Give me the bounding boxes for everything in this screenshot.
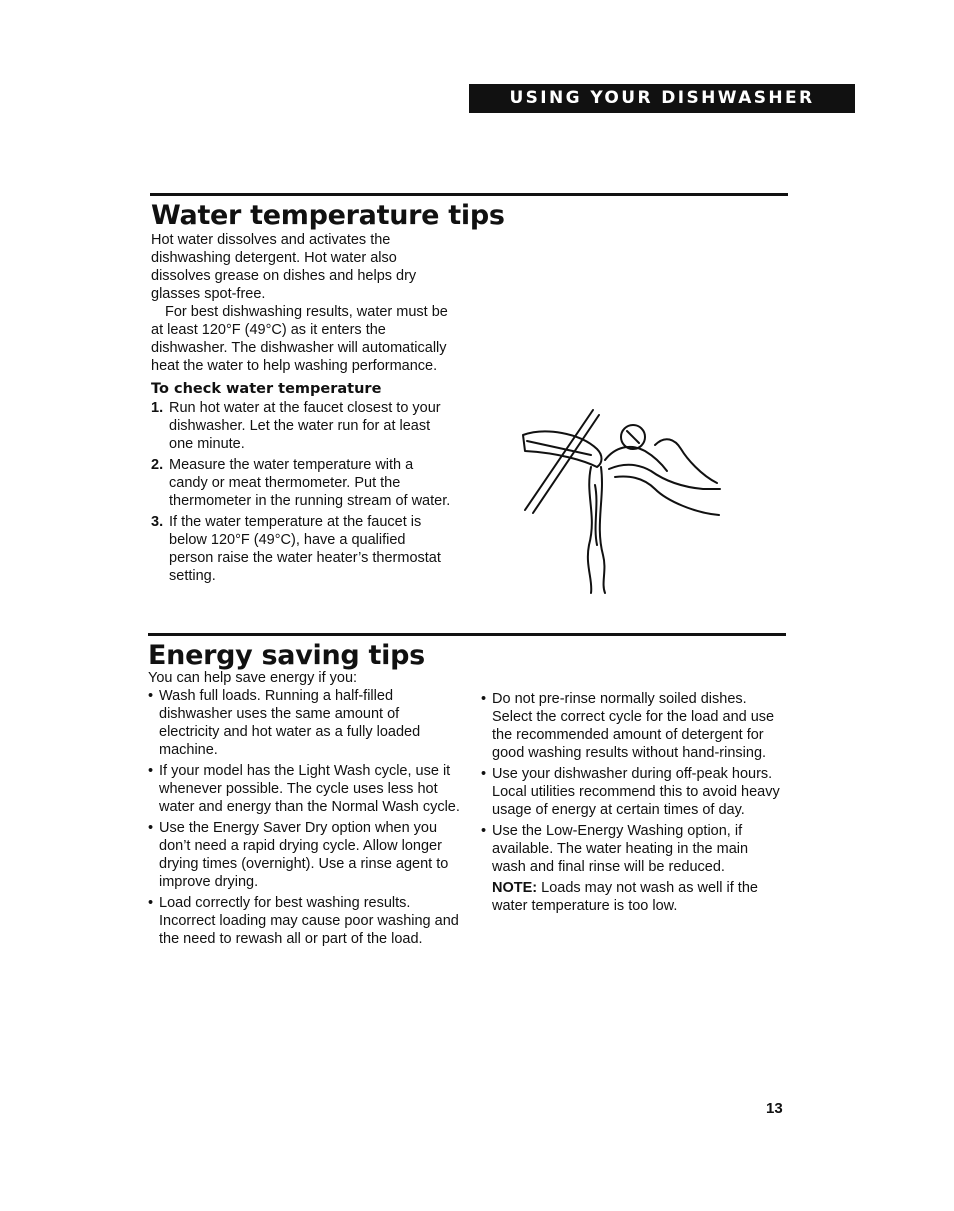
water-intro-paragraph: Hot water dissolves and activates the dishwashing detergent. Hot water also dissolves grease on dishes and helps dry glasses spot-free.	[151, 232, 417, 302]
note-label: NOTE:	[492, 880, 538, 896]
step-text: Run hot water at the faucet closest to your dishwasher. Let the water run for at least one minute.	[169, 400, 441, 452]
note-text: Loads may not wash as well if the water temperature is too low.	[492, 880, 758, 914]
list-item: • Load correctly for best washing results. Incorrect loading may cause poor washing and the need to rewash all or part of the load.	[148, 894, 460, 948]
list-item: • Use the Low-Energy Washing option, if available. The water heating in the main wash and final rinse will be reduced.	[481, 822, 781, 876]
step-item	[151, 456, 451, 510]
step-text: Measure the water temperature with a candy or meat thermometer. Put the thermometer in the running stream of water.	[169, 457, 451, 509]
faucet-thermometer-illustration	[505, 405, 730, 600]
section-header: USING YOUR DISHWASHER	[469, 84, 855, 113]
list-item: • If your model has the Light Wash cycle, use it whenever possible. The cycle uses less hot water and energy than the Normal Wash cycle.	[148, 762, 460, 816]
step-text: If the water temperature at the faucet is below 120°F (49°C), have a qualified person raise the water heater’s thermostat setting.	[169, 514, 441, 584]
energy-saving-title: Energy saving tips	[148, 640, 425, 671]
check-temperature-heading: To check water temperature	[151, 381, 382, 397]
list-item: • Use the Energy Saver Dry option when you don’t need a rapid drying cycle. Allow longer drying times (overnight). Use a rinse agent to improve drying.	[148, 819, 460, 891]
energy-tips-right-column	[481, 690, 781, 915]
step-item	[151, 399, 451, 453]
energy-tips-left-column	[148, 669, 460, 951]
energy-tips-list	[481, 690, 781, 876]
step-item	[151, 513, 451, 585]
list-item: • Wash full loads. Running a half-filled dishwasher uses the same amount of electricity and hot water as a fully loaded machine.	[148, 687, 460, 759]
list-item: • Use your dishwasher during off-peak hours. Local utilities recommend this to avoid heavy usage of energy at certain times of day.	[481, 765, 781, 819]
step-number: 3.	[151, 514, 164, 530]
energy-tips-list	[148, 687, 460, 948]
energy-intro: You can help save energy if you:	[148, 670, 358, 686]
section-divider	[150, 193, 788, 196]
energy-note	[481, 879, 781, 915]
water-temperature-section	[151, 231, 451, 588]
page-number: 13	[766, 1100, 783, 1117]
check-temperature-steps	[151, 399, 451, 585]
step-number: 2.	[151, 457, 164, 473]
section-divider	[148, 633, 786, 636]
step-number: 1.	[151, 400, 164, 416]
list-item: • Do not pre-rinse normally soiled dishes. Select the correct cycle for the load and use the recommended amount of detergent for good washing results without hand-rinsing.	[481, 690, 781, 762]
water-requirement-paragraph: For best dishwashing results, water must be at least 120°F (49°C) as it enters the dishwasher. The dishwasher will automatically heat the water to help washing performance.	[151, 304, 448, 374]
water-temperature-title: Water temperature tips	[151, 200, 505, 231]
